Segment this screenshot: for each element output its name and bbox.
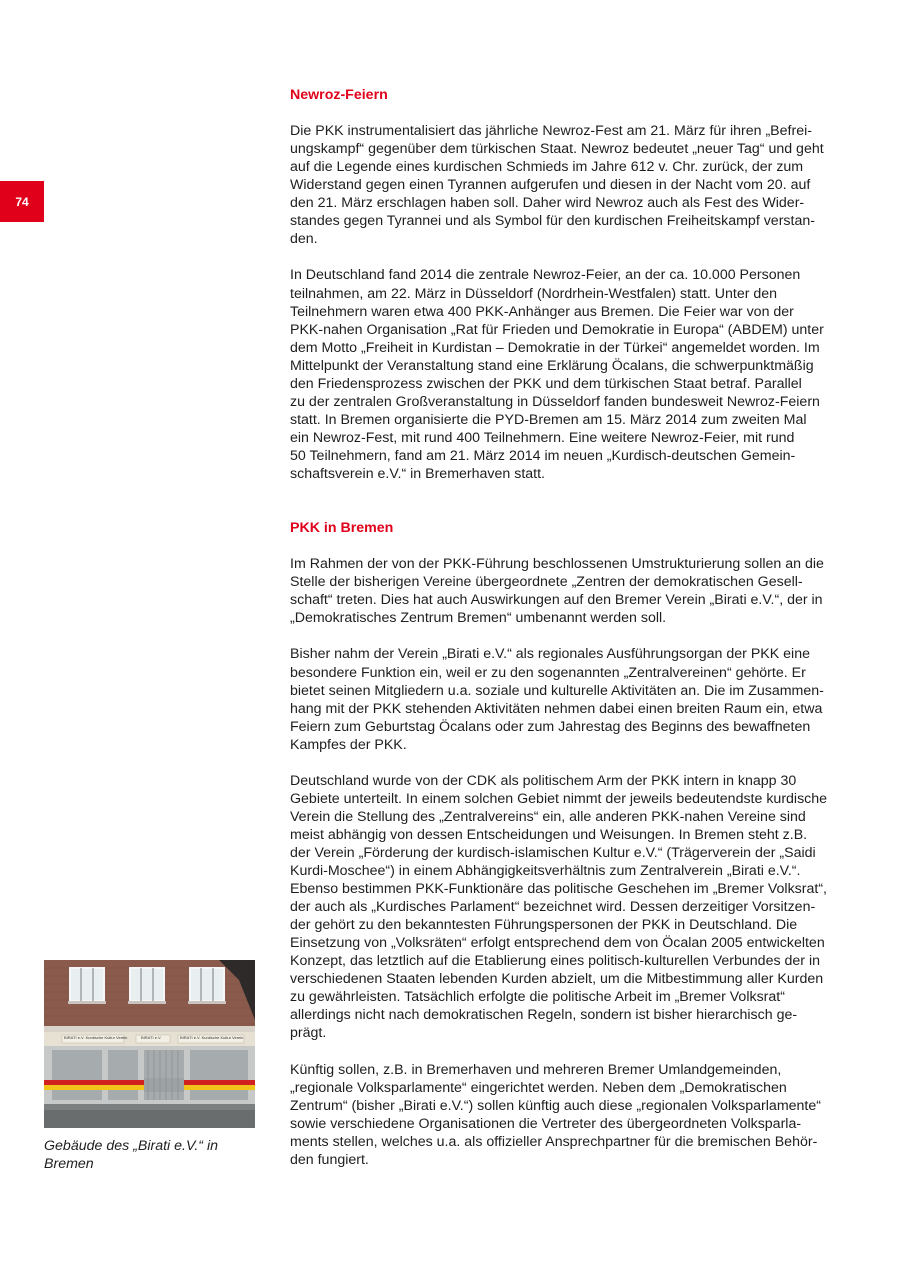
text-line: der Verein „Förderung der kurdisch-islamischen Kultur e.V.“ (Trägerverein der „Saidi xyxy=(290,844,816,861)
building-photo xyxy=(44,960,255,1128)
paragraph xyxy=(290,555,835,627)
building-photo-illustration xyxy=(44,960,255,1128)
text-line: Bisher nahm der Verein „Birati e.V.“ als regionales Ausführungsorgan der PKK eine xyxy=(290,646,810,663)
photo-caption xyxy=(44,1137,264,1173)
sign-text-right: BIRATI e.V. Kurdische Kultur Verein xyxy=(180,1035,244,1040)
text-line: Verein die Stellung des „Zentralvereins“ ein, alle anderen PKK-nahen Vereine sind xyxy=(290,808,806,825)
paragraph xyxy=(290,772,835,1043)
text-line: meist abhängig von dessen Entscheidungen und Weisungen. In Bremen steht z.B. xyxy=(290,826,808,843)
text-line: den 21. März erschlagen haben soll. Daher wird Newroz auch als Fest des Wider- xyxy=(290,195,805,212)
text-line: den Friedensprozess zwischen der PKK und dem türkischen Staat betraf. Parallel xyxy=(290,375,802,392)
text-line: Künftig sollen, z.B. in Bremerhaven und mehreren Bremer Umlandgemeinden, xyxy=(290,1061,782,1078)
text-line: bietet seinen Mitgliedern u.a. soziale und kulturelle Aktivitäten an. Die im Zusammen- xyxy=(290,682,824,699)
paragraph xyxy=(290,645,835,753)
text-line: hang mit der PKK stehenden Aktivitäten nehmen dabei einen breiten Raum ein, etwa xyxy=(290,700,823,717)
text-line: In Deutschland fand 2014 die zentrale Newroz-Feier, an der ca. 10.000 Personen xyxy=(290,267,801,284)
text-line: Gebiete unterteilt. In einem solchen Gebiet nimmt der jeweils bedeutendste kurdische xyxy=(290,790,828,807)
text-line: „regionale Volksparlamente“ eingerichtet werden. Neben dem „Demokratischen xyxy=(290,1079,787,1096)
text-line: Deutschland wurde von der CDK als politischem Arm der PKK intern in knapp 30 xyxy=(290,772,797,789)
text-line: Widerstand gegen einen Tyrannen aufgerufen und diesen in der Nacht vom 20. auf xyxy=(290,177,811,194)
paragraph xyxy=(290,122,835,248)
text-line: standes gegen Tyrannei und als Symbol für den kurdischen Freiheitskampf verstan- xyxy=(290,213,815,230)
text-line: Kampfes der PKK. xyxy=(290,736,407,753)
text-line: den. xyxy=(290,231,318,248)
text-line: Teilnehmern waren etwa 400 PKK-Anhänger aus Bremen. Die Feier war von der xyxy=(290,303,794,320)
text-line: „Demokratisches Zentrum Bremen“ umbenannt werden soll. xyxy=(290,610,667,627)
text-line: Feiern zum Geburtstag Öcalans oder zum Jahrestag des Beginns des bewaffneten xyxy=(290,718,811,735)
text-line: Kurdi-Moschee“) in einem Abhängigkeitsverhältnis zum Zentralverein „Birati e.V.“. xyxy=(290,863,801,880)
sign-text-middle: BIRATI e.V. xyxy=(141,1035,162,1040)
text-line: Im Rahmen der von der PKK-Führung beschlossenen Umstrukturierung sollen an die xyxy=(290,556,824,573)
text-line: der auch als „Kurdisches Parlament“ bezeichnet wird. Dessen derzeitiger Vorsitzen- xyxy=(290,899,816,916)
paragraph xyxy=(290,266,835,483)
text-line: schaftsverein e.V.“ in Bremerhaven statt. xyxy=(290,465,545,482)
sign-text-left: BIRATI e.V. Kurdische Kultur Verein xyxy=(64,1035,128,1040)
page-number-tab: 74 xyxy=(0,181,44,222)
paragraph xyxy=(290,1061,835,1169)
text-line: Die PKK instrumentalisiert das jährliche Newroz-Fest am 21. März für ihren „Befrei- xyxy=(290,123,812,140)
text-line: sowie verschiedene Organisationen die Vertreter des übergeordneten Volksparla- xyxy=(290,1115,802,1132)
text-line: schaft“ treten. Dies hat auch Auswirkungen auf den Bremer Verein „Birati e.V.“, der in xyxy=(290,592,823,609)
text-line: verschiedenen Staaten lebenden Kurden abzielt, um die Mitbestimmung aller Kurden xyxy=(290,971,824,988)
text-line: Konzept, das letztlich auf die Etablierung eines politisch-kulturellen Verbundes der in xyxy=(290,953,820,970)
section-heading: PKK in Bremen xyxy=(290,520,394,537)
text-line: prägt. xyxy=(290,1025,327,1042)
main-text-column xyxy=(290,86,835,1187)
text-line: PKK-nahen Organisation „Rat für Frieden und Demokratie in Europa“ (ABDEM) unter xyxy=(290,321,824,338)
text-line: dem Motto „Freiheit in Kurdistan – Demokratie in der Türkei“ angemeldet worden. Im xyxy=(290,339,820,356)
text-line: statt. In Bremen organisierte die PYD-Bremen am 15. März 2014 zum zweiten Mal xyxy=(290,411,807,428)
text-line: der gehört zu den bekanntesten Führungspersonen der PKK in Deutschland. Die xyxy=(290,917,798,934)
text-line: auf die Legende eines kurdischen Schmieds im Jahre 612 v. Chr. zurück, der zum xyxy=(290,159,804,176)
text-line: teilnahmen, am 22. März in Düsseldorf (Nordrhein-Westfalen) statt. Unter den xyxy=(290,285,778,302)
text-line: Einsetzung von „Volksräten“ erfolgt entsprechend dem von Öcalan 2005 entwickelten xyxy=(290,935,825,952)
text-line: ein Newroz-Fest, mit rund 400 Teilnehmern. Eine weitere Newroz-Feier, mit rund xyxy=(290,429,795,446)
text-line: Zentrum“ (bisher „Birati e.V.“) sollen künftig auch diese „regionalen Volksparlamente“ xyxy=(290,1097,821,1114)
text-line: Ebenso bestimmen PKK-Funktionäre das politische Geschehen im „Bremer Volksrat“, xyxy=(290,881,827,898)
section-heading: Newroz-Feiern xyxy=(290,87,388,103)
text-line: zu der zentralen Großveranstaltung in Düsseldorf fanden bundesweit Newroz-Feiern xyxy=(290,393,820,410)
text-line: zu gewährleisten. Tatsächlich erfolgte die politische Arbeit im „Bremer Volksrat“ xyxy=(290,989,785,1006)
section-gap xyxy=(290,501,835,519)
text-line: allerdings nicht nach demokratischen Regeln, sondern ist bisher hierarchisch ge- xyxy=(290,1007,798,1024)
text-line: 50 Teilnehmern, fand am 21. März 2014 im neuen „Kurdisch-deutschen Gemein- xyxy=(290,447,796,464)
caption-line: Gebäude des „Birati e.V.“ in xyxy=(44,1138,219,1154)
text-line: besondere Funktion ein, weil er zu den sogenannten „Zentralvereinen“ gehörte. Er xyxy=(290,664,806,681)
text-line: Mittelpunkt der Veranstaltung stand eine Erklärung Öcalans, die schwerpunktmäßig xyxy=(290,357,814,374)
text-line: ungskampf“ gegenüber dem türkischen Staat. Newroz bedeutet „neuer Tag“ und geht xyxy=(290,141,824,158)
text-line: Stelle der bisherigen Vereine übergeordnete „Zentren der demokratischen Gesell- xyxy=(290,574,803,591)
caption-line: Bremen xyxy=(44,1156,94,1173)
text-line: ments stellen, welches u.a. als offizieller Ansprechpartner für die bremischen Behör- xyxy=(290,1133,818,1150)
text-line: den fungiert. xyxy=(290,1151,369,1168)
